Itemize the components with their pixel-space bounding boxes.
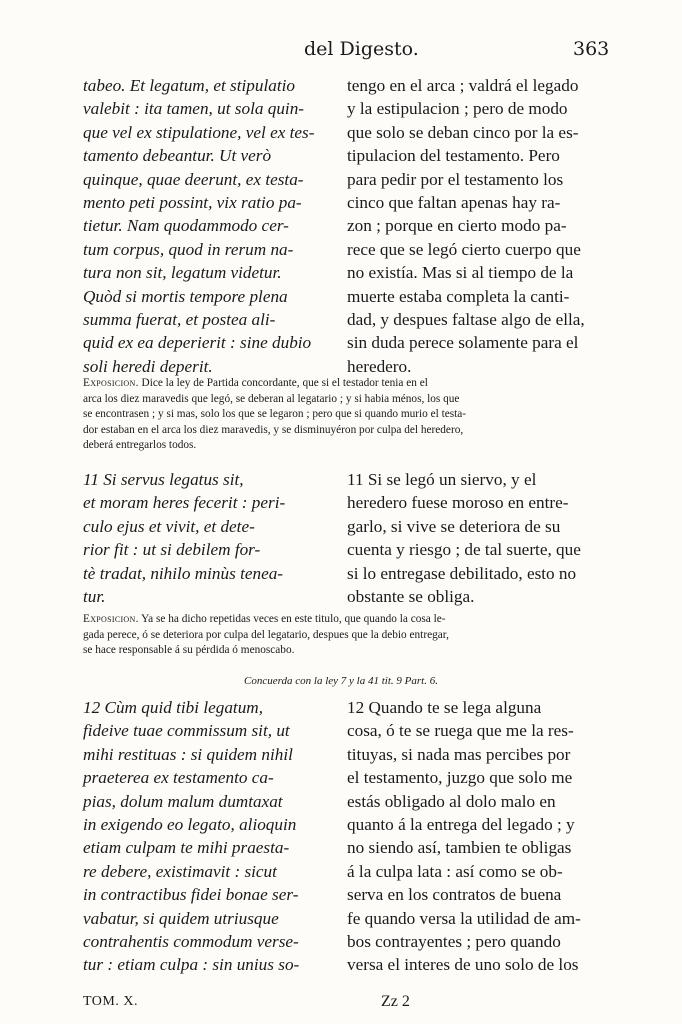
exposicion-text: Ya se ha dicho repetidas veces en este titulo, que quando la cosa le- gada perece, ó se deteriora por culpa del legatario, despues que la debio entregar, se hace responsable á su pérdida ó menoscabo.: [83, 613, 449, 656]
concordance-note: Concuerda con la ley 7 y la 41 tit. 9 Part. 6.: [244, 675, 438, 687]
gathering-mark: Zz 2: [381, 993, 410, 1010]
spanish-text-section-2: 11 Si se legó un siervo, y el heredero fuese moroso en entre- garlo, si vive se deteriora de su cuenta y riesgo ; de tal suerte, que si lo entregase debilitado, esto no obstante se obliga.: [347, 470, 581, 607]
volume-signature: TOM. X.: [83, 994, 138, 1009]
exposicion-label: Exposicion.: [83, 613, 139, 625]
latin-text-section-1: tabeo. Et legatum, et stipulatio valebit : ita tamen, ut sola quin- que vel ex stipulatione, vel ex tes- tamento debeantur. Ut verò quinque, quae deerunt, ex testa- mento peti possint, vix ratio pa- tietur. Nam quodammodo cer- tum corpus, quod in rerum na- tura non sit, legatum videtur. Quòd si mortis tempore plena summa fuerat, et postea ali- quid ex ea deperierit : sine dubio soli heredi deperit.: [83, 76, 315, 376]
spanish-text-section-1: tengo en el arca ; valdrá el legado y la estipulacion ; pero de modo que solo se deban cinco por la es- tipulacion del testamento. Pero para pedir por el testamento los cinco que faltan apenas hay ra- zon ; porque en cierto modo pa- rece que se legó cierto cuerpo que no existía. Mas si al tiempo de la muerte estaba completa la canti- dad, y despues faltase algo de ella, sin duda perece solamente para el heredero.: [347, 76, 585, 376]
spanish-text-section-3: 12 Quando te se lega alguna cosa, ó te se ruega que me la res- tituyas, si nada mas percibes por el testamento, juzgo que solo me estás obligado al dolo malo en quanto á la entrega del legado ; y no siendo así, tambien te obligas á la culpa lata : así como se ob- serva en los contratos de buena fe quando versa la utilidad de am- bos contrayentes ; pero quando versa el interes de uno solo de los: [347, 698, 581, 975]
exposicion-note-1: [83, 376, 615, 454]
page-number: 363: [573, 38, 610, 60]
latin-text-section-2: 11 Si servus legatus sit, et moram heres fecerit : peri- culo ejus et vivit, et dete- rior fit : ut si debilem for- tè tradat, nihilo minùs tenea- tur.: [83, 470, 286, 607]
running-title: del Digesto.: [304, 38, 419, 60]
latin-text-section-3: 12 Cùm quid tibi legatum, fideive tuae commissum sit, ut mihi restituas : si quidem nihil praeterea ex testamento ca- pias, dolum malum dumtaxat in exigendo eo legato, alioquin etiam culpam te mihi praesta- re debere, existimavit : sicut in contractibus fidei bonae ser- vabatur, si quidem utriusque contrahentis commodum verse- tur : etiam culpa : sin unius so-: [83, 698, 300, 975]
exposicion-label: Exposicion.: [83, 377, 139, 389]
exposicion-note-2: [83, 612, 615, 659]
running-head: [0, 38, 682, 68]
exposicion-text: Dice la ley de Partida concordante, que si el testador tenia en el arca los diez maravedis que legó, se deberan al legatario ; y si habia ménos, los que se encontrasen ; y si mas, solo los que se legaron ; pero que si quando murio el testa- dor estaban en el arca los diez maravedis, y se disminuyéron por culpa del heredero, deberá entregarlos todos.: [83, 377, 467, 451]
